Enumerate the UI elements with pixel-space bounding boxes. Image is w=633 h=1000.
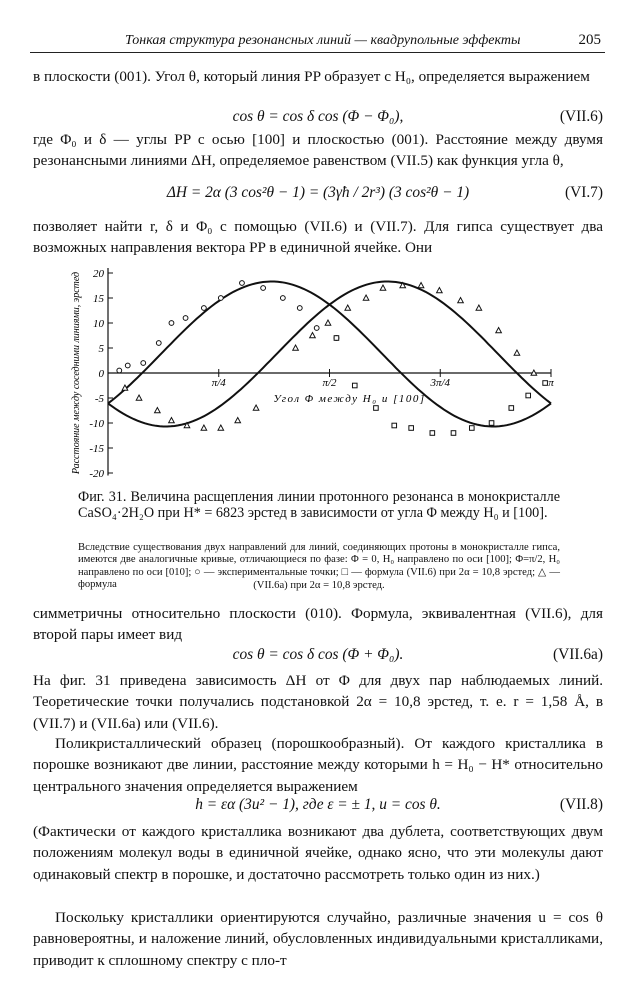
paragraph-7: (Фактически от каждого кристаллика возникают два дублета, соответствующих двум положениям молекул воды в единичной ячейке, однако ясно, что эти молекулы дают одинаковый спектр в порошке, и достаточно рассмотреть только один из них.) (33, 823, 603, 883)
y-axis-label: Расстояние между соседними линиями, эрстед (71, 271, 82, 475)
data-point-triangle (169, 418, 175, 423)
data-point-circle (280, 296, 285, 301)
data-point-triangle (201, 425, 207, 430)
data-point-triangle (363, 295, 369, 300)
data-point-circle (201, 306, 206, 311)
header-title: Тонкая структура резонансных линий — квадрупольные эффекты (125, 33, 521, 48)
x-axis-label: Угол Φ между H₀ и [100] (273, 393, 426, 405)
equation-vii6 (33, 108, 603, 129)
data-point-circle (297, 306, 302, 311)
x-tick-label: π/4 (211, 377, 226, 389)
data-point-triangle (514, 350, 520, 355)
figure-note-end: (VII.6а) при 2α = 10,8 эрстед. (253, 580, 385, 591)
y-tick-label: -5 (94, 393, 104, 405)
equation-number: (VII.8) (559, 796, 603, 813)
data-point-triangle (293, 345, 299, 350)
paragraph-5: На фиг. 31 приведена зависимость ΔH от Φ для двух пар наблюдаемых линий. Теоретические точки получались подстановкой 2α = 10,8 эрстед, т. е. r = 1,58 Å, в (VII.7) и (VII.6а) или (VII.6). (33, 672, 603, 732)
data-point-square (451, 431, 456, 436)
data-point-triangle (418, 283, 424, 288)
data-point-triangle (235, 418, 241, 423)
data-point-triangle (122, 385, 128, 390)
data-point-square (334, 336, 339, 341)
figure-31-chart (66, 258, 570, 488)
paragraph-6: Поликристаллический образец (порошкообразный). От каждого кристаллика в порошке возникают две линии, расстояние между которыми h = H₀ − H* относительно центрального значения определяется выражением (33, 735, 603, 795)
data-point-triangle (380, 285, 386, 290)
data-point-triangle (310, 333, 316, 338)
data-point-circle (169, 321, 174, 326)
data-point-square (509, 406, 514, 411)
data-point-circle (125, 363, 130, 368)
data-point-triangle (155, 408, 161, 413)
data-point-square (489, 421, 494, 426)
data-point-triangle (136, 395, 142, 400)
paragraph-1: в плоскости (001). Угол θ, который линия PP образует с H₀, определяется выражением (33, 68, 590, 85)
data-point-triangle (496, 328, 502, 333)
data-point-square (526, 393, 531, 398)
y-tick-label: 20 (93, 268, 104, 280)
equation-expr: ΔH = 2α (3 cos²θ − 1) = (3γħ / 2r³) (3 cos²θ − 1) (166, 184, 470, 201)
data-point-circle (156, 341, 161, 346)
equation-number: (VII.6) (559, 108, 603, 125)
data-point-triangle (253, 405, 259, 410)
paragraph-3: позволяет найти r, δ и Φ₀ с помощью (VII.6) и (VII.7). Для гипса существует два возможных направления вектора PP в единичной ячейке. Они (33, 218, 603, 257)
y-tick-label: -20 (89, 468, 104, 480)
page-number: 205 (578, 32, 601, 48)
data-point-square (409, 426, 414, 431)
chart-labels (71, 268, 554, 480)
data-point-square (392, 423, 397, 428)
paragraph-8: Поскольку кристаллики ориентируются случайно, различные значения u = cos θ равновероятны, и наложение линий, обусловленных индивидуальными кристалликами, приводит к сплошному спектру с пло-т (33, 909, 603, 969)
x-tick-label: 3π/4 (430, 377, 451, 389)
data-point-triangle (476, 305, 482, 310)
data-point-square (430, 431, 435, 436)
equation-number: (VII.6а) (553, 646, 603, 663)
data-point-triangle (531, 370, 537, 375)
paragraph-4: симметричны относительно плоскости (010). Формула, эквивалентная (VII.6), для второй пары имеет вид (33, 605, 603, 644)
chart-axes (108, 268, 551, 476)
y-tick-label: 5 (98, 343, 104, 355)
equation-vii6a (33, 646, 603, 667)
data-point-triangle (325, 320, 331, 325)
data-point-triangle (437, 288, 443, 293)
y-tick-label: 0 (98, 368, 104, 380)
data-point-square (352, 383, 357, 388)
figure-caption: Фиг. 31. Величина расщепления линии протонного резонанса в монокристалле CaSO₄·2H₂O при H* = 6823 эрстед в зависимости от угла Φ между H₀ и [100]. (78, 489, 560, 521)
data-point-square (543, 381, 548, 386)
data-point-circle (240, 281, 245, 286)
data-point-circle (314, 326, 319, 331)
y-tick-label: 15 (93, 293, 104, 305)
data-point-circle (218, 296, 223, 301)
data-point-circle (141, 361, 146, 366)
data-point-triangle (218, 425, 224, 430)
data-point-square (470, 426, 475, 431)
data-point-square (374, 406, 379, 411)
equation-vii8 (33, 796, 603, 817)
equation-number: (VI.7) (564, 184, 603, 201)
data-point-triangle (345, 305, 351, 310)
x-tick-label: π/2 (322, 377, 337, 389)
data-point-circle (261, 286, 266, 291)
equation-expr: cos θ = cos δ cos (Φ − Φ₀), (232, 108, 404, 125)
equation-expr: cos θ = cos δ cos (Φ + Φ₀). (232, 646, 404, 663)
x-tick-label: π (548, 377, 554, 389)
y-tick-label: 10 (93, 318, 104, 330)
running-header (30, 32, 605, 53)
equation-vi7 (33, 184, 603, 205)
data-point-triangle (458, 298, 464, 303)
equation-expr: h = εα (3u² − 1), где ε = ± 1, u = cos θ. (195, 796, 441, 813)
data-point-circle (183, 316, 188, 321)
y-tick-label: -15 (89, 443, 104, 455)
paragraph-2: где Φ₀ и δ — углы PP с осью [100] и плоскостью (001). Расстояние между двумя резонансными линиями ΔH, определяемое равенством (VII.5) как функция угла θ, (33, 131, 603, 170)
figure-note: Вследствие существования двух направлений для линий, соединяющих протоны в монокристалле гипса, имеются две аналогичные кривые, отличающиеся по фазе: Φ = 0, H₀ направлено по оси [100]; Φ=π/2, H₀ направлено по оси [010]; ○ — экспериментальные точки; □ — формула (VII.6) при 2α = 10,8 эрстед; △ — формула (78, 542, 560, 591)
y-tick-label: -10 (89, 418, 104, 430)
data-point-circle (117, 368, 122, 373)
